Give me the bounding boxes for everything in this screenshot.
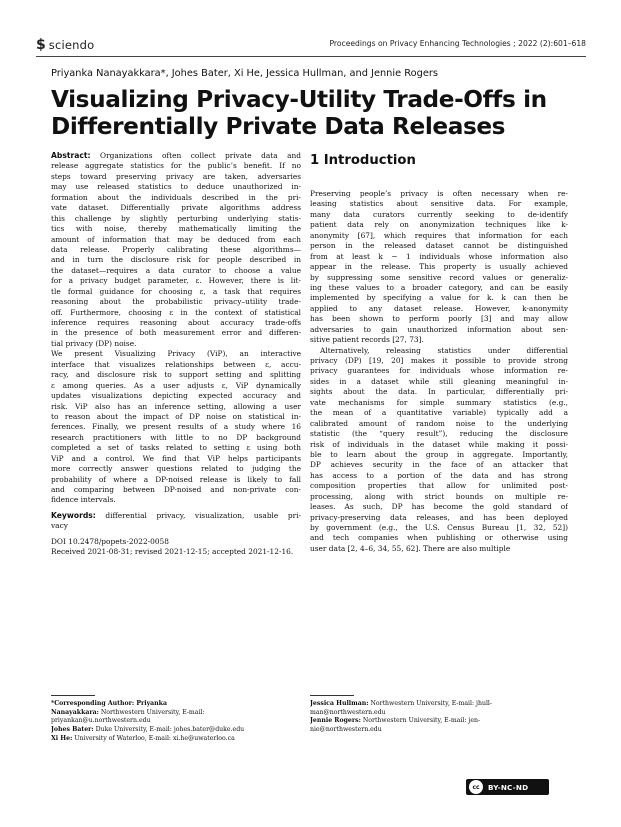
text-line: anonymity [67], which requires that information for each <box>310 230 568 240</box>
text-line: person in the released dataset cannot be distinguished <box>310 241 568 251</box>
text-line: sights about the data. In particular, differentially pri- <box>310 387 568 397</box>
text-line: inference requires reasoning about accuracy trade-offs <box>51 318 301 327</box>
text-line: statistic (the “query result”), reducing the disclosure <box>310 429 568 439</box>
text-line: probability of where a DP-noised release is likely to fall <box>51 474 301 484</box>
intro-paragraph-2 <box>310 346 568 555</box>
intro-paragraph-1 <box>310 189 568 346</box>
text-line: and tech companies when publishing or otherwise using <box>310 533 568 543</box>
text-line: Preserving people’s privacy is often necessary when re- <box>310 189 568 198</box>
text-line: completed a set of tasks related to setting ε using both <box>51 443 301 453</box>
title-line: Differentially Private Data Releases <box>51 113 506 140</box>
text-line: the mean of a quantitative variable) typically add a <box>310 408 568 418</box>
right-column <box>310 151 568 554</box>
footnote-divider-right <box>310 695 354 696</box>
cc-license-badge[interactable] <box>466 779 549 795</box>
text-line: vate mechanisms for simple summary statistics (e.g., <box>310 397 568 407</box>
text-line: DP achieves security in the face of an attacker that <box>310 460 568 470</box>
text-line: calibrated amount of random noise to the underlying <box>310 418 568 428</box>
text-line: for a privacy budget parameter, ε. However, there is lit- <box>51 276 301 286</box>
footnotes-left <box>51 700 301 743</box>
paper-title <box>51 86 581 140</box>
text-line: risk. ViP also has an inference setting, allowing a user <box>51 401 301 411</box>
license-label: BY-NC-ND <box>488 782 529 792</box>
text-line: tics with noise, thereby mathematically limiting the <box>51 224 301 234</box>
text-line: leasing statistics about sensitive data. For example, <box>310 199 568 209</box>
text-line: privacy (DP) [19, 20] makes it possible to provide strong <box>310 356 568 365</box>
keywords <box>51 511 301 532</box>
header-divider <box>36 56 586 57</box>
footnote-line: Xi He: University of Waterloo, E-mail: xi.he@uwaterloo.ca <box>51 734 235 742</box>
text-line: composition properties that allow for unlimited post- <box>310 481 568 491</box>
text-line: and comparing between DP-noised and non-private con- <box>51 485 301 494</box>
text-line: release aggregate statistics for the public’s benefit. If no <box>51 161 301 171</box>
journal-reference: Proceedings on Privacy Enhancing Technologies ; 2022 (2):601–618 <box>329 39 586 48</box>
text-line: ViP and a control. We find that ViP helps participants <box>51 453 301 463</box>
publisher-name: sciendo <box>48 38 95 52</box>
text-line: data release. Properly calibrating these algorithms— <box>51 244 301 254</box>
text-line: Keywords: differential privacy, visualization, usable pri- <box>51 510 301 520</box>
doi: DOI 10.2478/popets-2022-0058 <box>51 536 169 546</box>
abstract-paragraph-2 <box>51 349 301 506</box>
text-line: research practitioners with little to no DP background <box>51 432 301 442</box>
text-line: racy, and disclosure risk to support setting and splitting <box>51 370 301 380</box>
footnote-line: *Corresponding Author: Priyanka <box>51 700 167 707</box>
text-line: may use released statistics to deduce unauthorized in- <box>51 182 301 192</box>
text-line: patient data rely on anonymization techniques like k- <box>310 220 568 230</box>
text-line: ing these values to a broader category, and can be easily <box>310 282 568 292</box>
text-line: user data [2, 4–6, 34, 55, 62]. There are also multiple <box>310 543 511 553</box>
text-line: processing, along with strict bounds on multiple re- <box>310 491 568 501</box>
text-line: ferences. Finally, we present results of a study where 16 <box>51 422 301 432</box>
text-line: leases. As such, DP has become the gold standard of <box>310 502 568 512</box>
text-line: amount of information that may be deduced from each <box>51 234 301 244</box>
text-line: off. Furthermore, choosing ε in the context of statistical <box>51 307 301 317</box>
text-line: updates visualizations depicting expected accuracy and <box>51 391 301 401</box>
text-line: to reason about the impact of DP noise on statistical in- <box>51 411 301 421</box>
received-dates: Received 2021-08-31; revised 2021-12-15; accepted 2021-12-16. <box>51 547 294 557</box>
footnote-line: Nanayakkara: Northwestern University, E-mail: <box>51 708 205 716</box>
footnote-divider-left <box>51 695 95 696</box>
text-line: has been shown to perform poorly [3] and may allow <box>310 314 568 324</box>
footnote-line: Johes Bater: Duke University, E-mail: johes.bater@duke.edu <box>51 726 245 734</box>
text-line: interface that visualizes relationships between ε, accu- <box>51 359 301 369</box>
text-line: risk of individuals in the dataset while making it possi- <box>310 439 568 449</box>
text-line: by government (e.g., the U.S. Census Bureau [1, 32, 52]) <box>310 523 568 532</box>
footnote-line: Jessica Hullman: Northwestern University, E-mail: jhull- <box>310 700 492 707</box>
publisher-logo <box>36 37 94 53</box>
text-line: more correctly answer questions related to judging the <box>51 464 301 474</box>
text-line: We present Visualizing Privacy (ViP), an interactive <box>51 349 301 359</box>
footnote-line: nie@northwestern.edu <box>310 726 382 734</box>
page-header <box>36 37 586 53</box>
text-line: tial privacy (DP) noise. <box>51 338 137 348</box>
text-line: vate dataset. Differentially private algorithms address <box>51 203 301 213</box>
title-line: Visualizing Privacy-Utility Trade-Offs in <box>51 86 547 113</box>
text-line: applied to any dataset release. However, k-anonymity <box>310 303 568 313</box>
text-line: has access to a portion of the data and has strong <box>310 470 568 480</box>
left-column <box>51 151 301 558</box>
text-line: implemented by specifying a value for k. k can then be <box>310 293 568 303</box>
text-line: ble to learn about the group in aggregate. Importantly, <box>310 449 568 459</box>
footnote-line: Jennie Rogers: Northwestern University, E-mail: jen- <box>310 717 481 725</box>
text-line: privacy guarantees for individuals whose information re- <box>310 366 568 376</box>
text-line: vacy <box>51 521 68 531</box>
text-line: the dataset—requires a data curator to choose a value <box>51 265 301 275</box>
text-line: steps toward preserving privacy are taken, adversaries <box>51 171 301 181</box>
footnotes-right <box>310 700 568 735</box>
text-line: from at least k − 1 individuals whose information also <box>310 251 568 261</box>
text-line: tle formal guidance for choosing ε, a task that requires <box>51 286 301 296</box>
text-line: Abstract: Organizations often collect private data and <box>51 151 301 160</box>
abstract-paragraph <box>51 151 301 349</box>
text-line: adversaries to gain unauthorized information about sen- <box>310 324 568 334</box>
text-line: and in turn the disclosure risk for people described in <box>51 255 301 265</box>
creative-commons-icon: cc <box>469 780 483 794</box>
text-line: ε among queries. As a user adjusts ε, ViP dynamically <box>51 380 301 390</box>
footnote-line: priyankan@u.northwestern.edu <box>51 717 151 725</box>
sciendo-logo-icon: $ <box>36 37 46 53</box>
text-line: by suppressing some sensitive record values or generaliz- <box>310 272 568 282</box>
text-line: reasoning about the probabilistic privacy–utility trade- <box>51 297 301 307</box>
inline-label: Keywords: <box>51 510 96 520</box>
inline-label: Abstract: <box>51 151 91 160</box>
text-line: many data curators currently seeking to de-identify <box>310 209 568 219</box>
text-line: sides in a dataset while still gleaning meaningful in- <box>310 376 568 386</box>
footnote-line: man@northwestern.edu <box>310 708 386 716</box>
author-list: Priyanka Nanayakkara*, Johes Bater, Xi He, Jessica Hullman, and Jennie Rogers <box>51 68 438 79</box>
text-line: in the presence of both measurement error and differen- <box>51 328 301 338</box>
text-line: this challenge by slightly perturbing underlying statis- <box>51 213 301 223</box>
text-line: formation about the individuals described in the pri- <box>51 192 301 202</box>
text-line: sitive patient records [27, 73]. <box>310 335 424 345</box>
text-line: privacy-preserving data releases, and has been deployed <box>310 512 568 522</box>
text-line: fidence intervals. <box>51 495 116 505</box>
section-heading: 1 Introduction <box>310 153 416 168</box>
text-line: appear in the release. This property is usually achieved <box>310 262 568 272</box>
text-line: Alternatively, releasing statistics under differential <box>320 345 568 355</box>
